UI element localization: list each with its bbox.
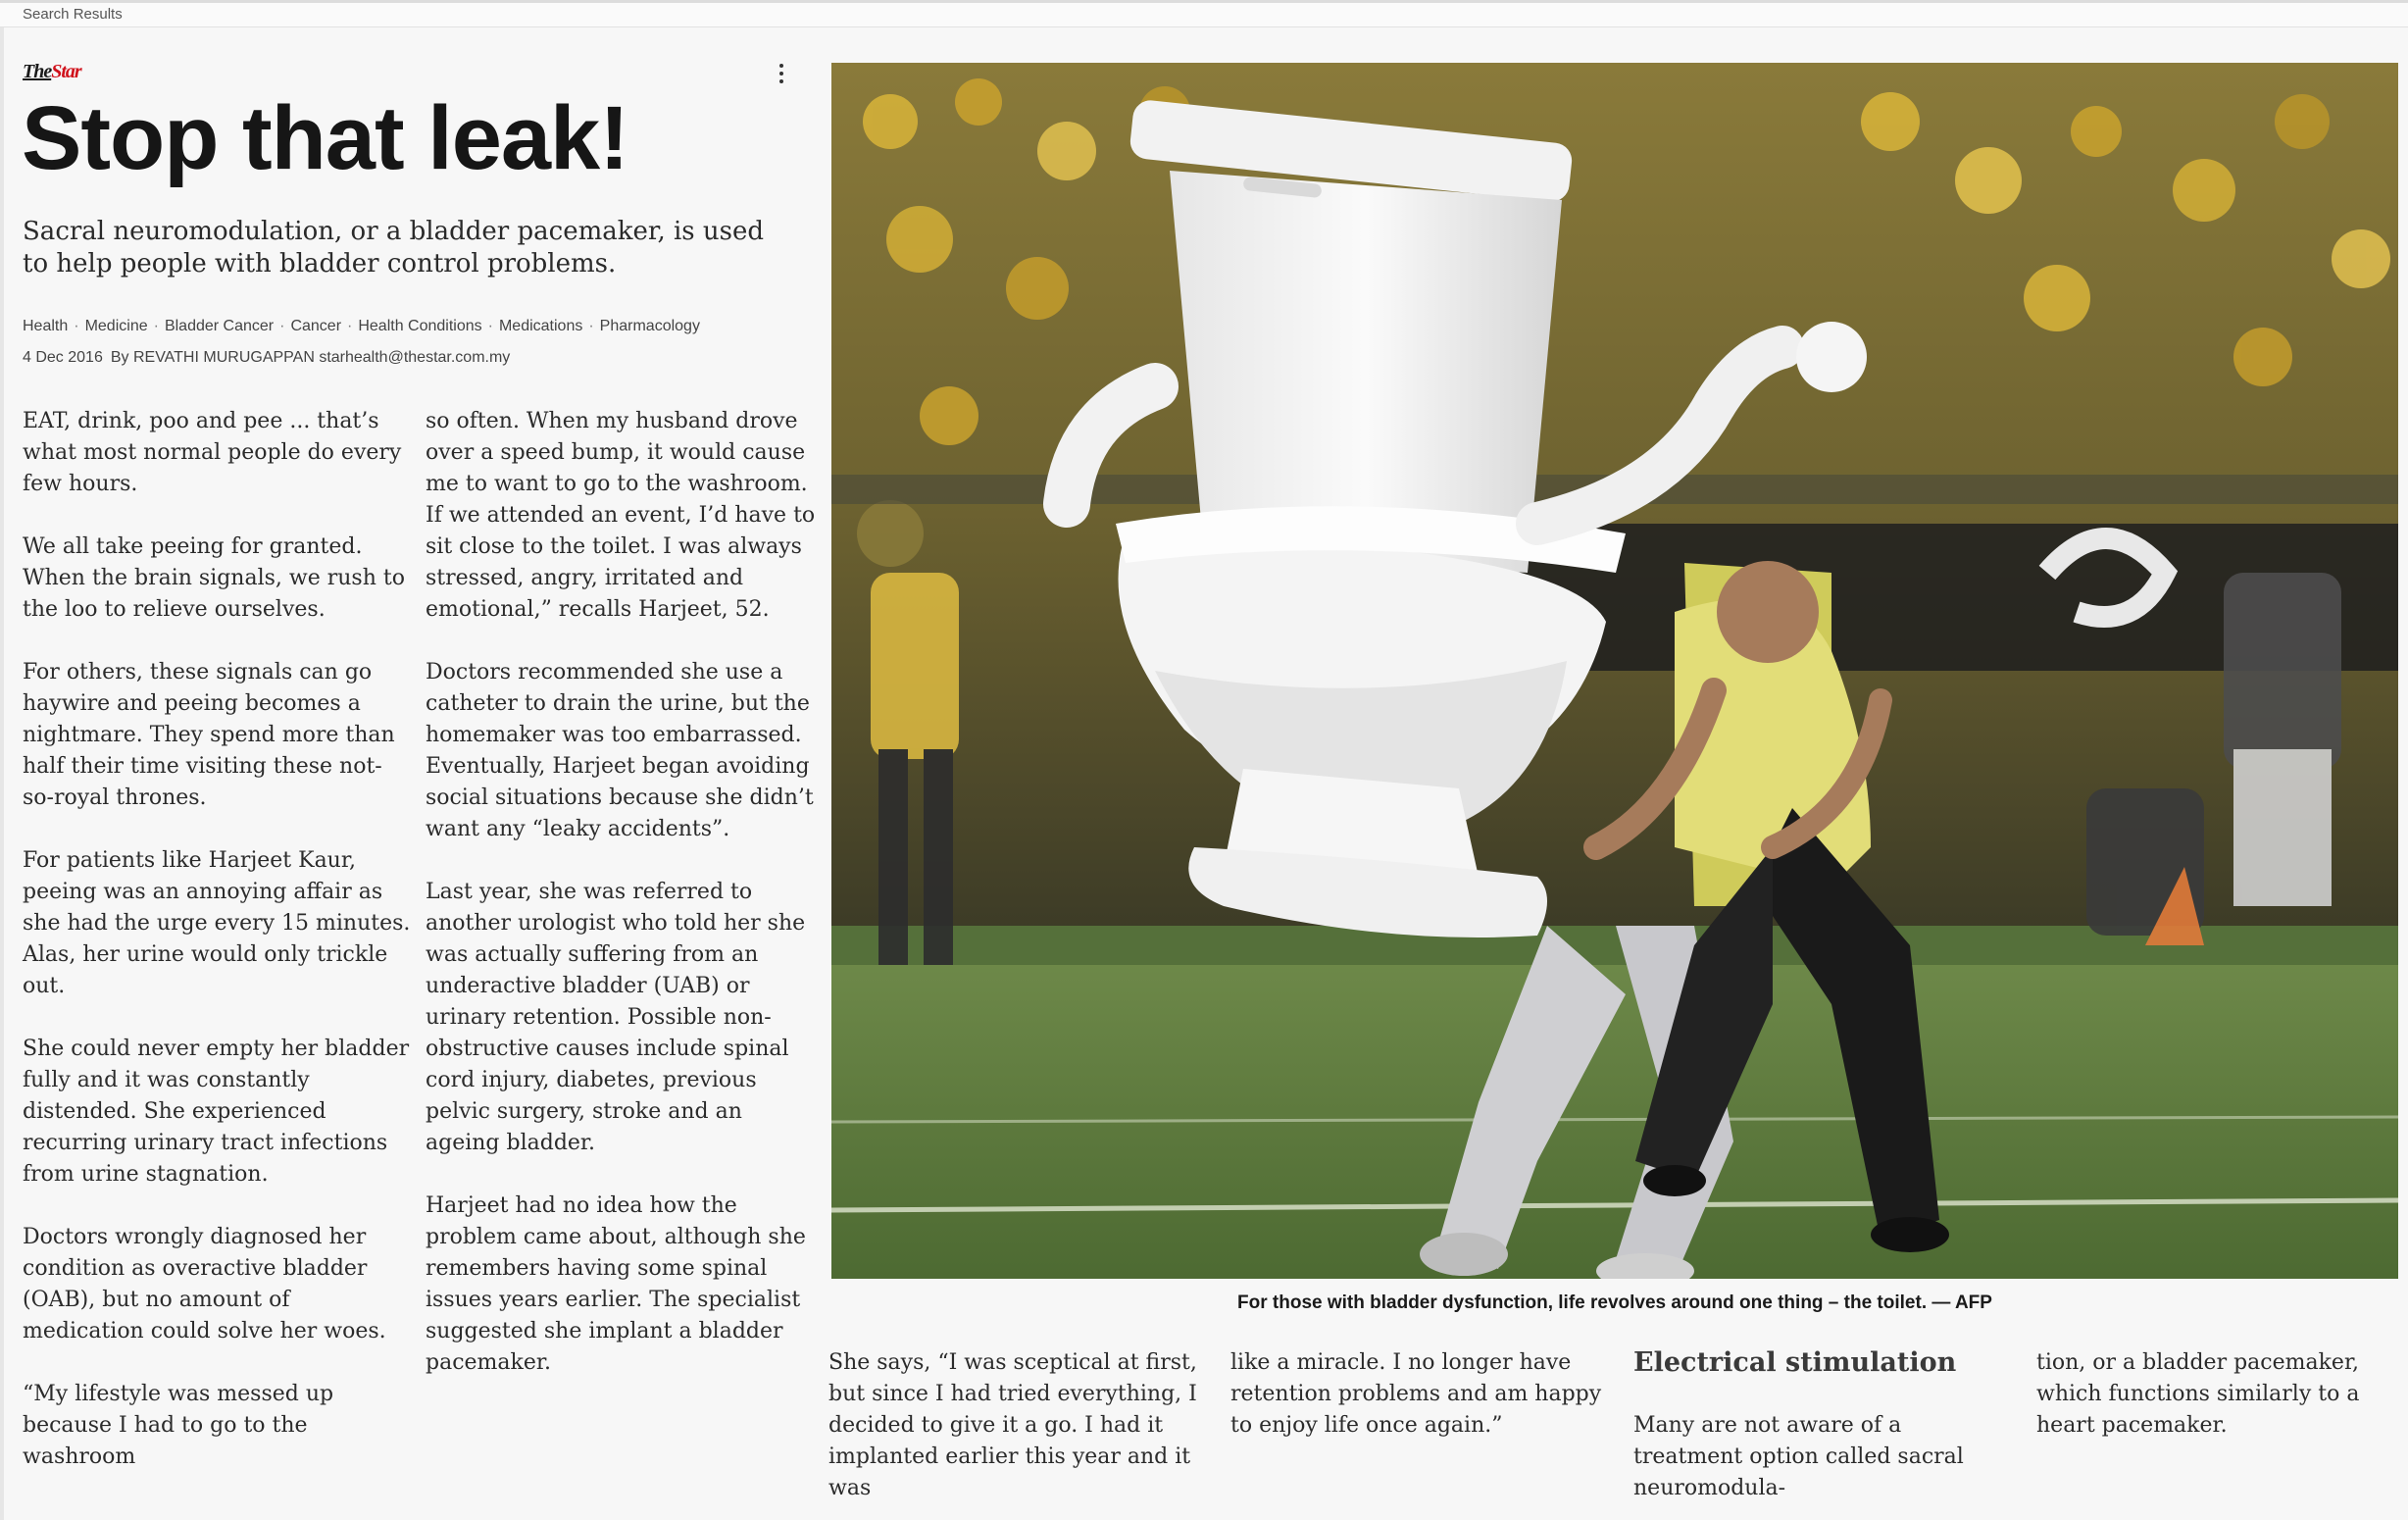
logo-star-text: Star [51, 61, 81, 82]
menu-dot [779, 79, 783, 83]
article-standfirst: Sacral neuromodulation, or a bladder pacemaker, is used to help people with bladder control problems. [23, 217, 765, 279]
body-paragraph: Harjeet had no idea how the problem came about, although she remembers having some spinal issues years earlier. The specialist suggested she implant a bladder pacemaker. [426, 1193, 806, 1375]
publish-date: 4 Dec 2016 [23, 349, 103, 366]
tag-link[interactable]: Bladder Cancer [164, 318, 275, 334]
body-paragraph: Doctors wrongly diagnosed her condition as overactive bladder (OAB), but no amount of medication could solve her woes. [23, 1225, 386, 1343]
window-title-bar [0, 0, 2408, 27]
photo-caption: For those with bladder dysfunction, life revolves around one thing – the toilet. — AFP [1237, 1292, 1992, 1313]
body-paragraph: Last year, she was referred to another urologist who told her she was actually suffering from an underactive bladder (UAB) or urinary retention. Possible non-obstructive causes include spinal cord injury, diabetes, previous pelvic surgery, stroke and an ageing bladder. [426, 880, 806, 1155]
article-photo[interactable] [831, 63, 2398, 1279]
left-edge-divider [0, 27, 4, 1520]
body-paragraph: “My lifestyle was messed up because I had to go to the washroom [23, 1382, 334, 1469]
body-column-4 [1230, 1347, 1603, 1473]
article-tags [23, 318, 807, 335]
photo-illustration [831, 63, 2398, 1279]
body-paragraph: EAT, drink, poo and pee ... that’s what most normal people do every few hours. [23, 409, 402, 496]
article-headline: Stop that leak! [22, 88, 628, 188]
body-paragraph: For patients like Harjeet Kaur, peeing was an annoying affair as she had the urge every 15 minutes. Alas, her urine would only trickle out. [23, 848, 411, 998]
body-column-2 [426, 406, 816, 1410]
body-column-6 [2036, 1347, 2408, 1473]
logo-the-text: The [23, 61, 52, 82]
menu-dot [779, 72, 783, 76]
body-paragraph: Doctors recommended she use a catheter to drain the urine, but the homemaker was too embarrassed. Eventually, Harjeet began avoiding social situations because she didn’t want any “leaky accidents”. [426, 660, 814, 841]
body-column-5-text [1633, 1410, 2006, 1504]
tag-link[interactable]: Health [23, 318, 69, 334]
body-column-5 [1633, 1347, 2006, 1520]
tag-link[interactable]: Health Conditions [358, 318, 482, 334]
body-column-3 [828, 1347, 1201, 1520]
menu-dot [779, 64, 783, 68]
tag-separator: · [487, 318, 493, 334]
author-line: By REVATHI MURUGAPPAN starhealth@thestar.com.my [110, 349, 511, 366]
window-title: Search Results [23, 6, 123, 23]
tag-link[interactable]: Medicine [84, 318, 148, 334]
body-paragraph: Many are not aware of a treatment option called sacral neuromodula- [1633, 1413, 1964, 1500]
body-paragraph: tion, or a bladder pacemaker, which functions similarly to a heart pacemaker. [2036, 1350, 2360, 1438]
tag-link[interactable]: Medications [498, 318, 583, 334]
publication-logo[interactable] [23, 61, 81, 83]
article-byline [23, 349, 510, 367]
tag-link[interactable]: Cancer [290, 318, 342, 334]
tag-separator: · [153, 318, 159, 334]
tag-link[interactable]: Pharmacology [599, 318, 700, 334]
tag-separator: · [588, 318, 594, 334]
body-paragraph: She could never empty her bladder fully and it was constantly distended. She experienced recurring urinary tract infections from urine stagnation. [23, 1037, 410, 1187]
tag-separator: · [279, 318, 285, 334]
more-vertical-icon[interactable] [771, 59, 792, 88]
body-paragraph: We all take peeing for granted. When the brain signals, we rush to the loo to relieve ourselves. [23, 534, 405, 622]
section-subheading: Electrical stimulation [1633, 1347, 1957, 1378]
body-paragraph: She says, “I was sceptical at first, but since I had tried everything, I decided to give it a go. I had it implanted earlier this year and it was [828, 1350, 1197, 1500]
body-column-1 [23, 406, 413, 1504]
tag-separator: · [347, 318, 353, 334]
body-paragraph: like a miracle. I no longer have retention problems and am happy to enjoy life once again.” [1230, 1350, 1602, 1438]
body-paragraph: For others, these signals can go haywire and peeing becomes a nightmare. They spend more than half their time visiting these not-so-royal thrones. [23, 660, 395, 810]
tag-separator: · [74, 318, 79, 334]
body-paragraph: so often. When my husband drove over a speed bump, it would cause me to want to go to the washroom. If we attended an event, I’d have to sit close to the toilet. I was always stressed, angry, irritated and emotional,” recalls Harjeet, 52. [426, 409, 816, 622]
